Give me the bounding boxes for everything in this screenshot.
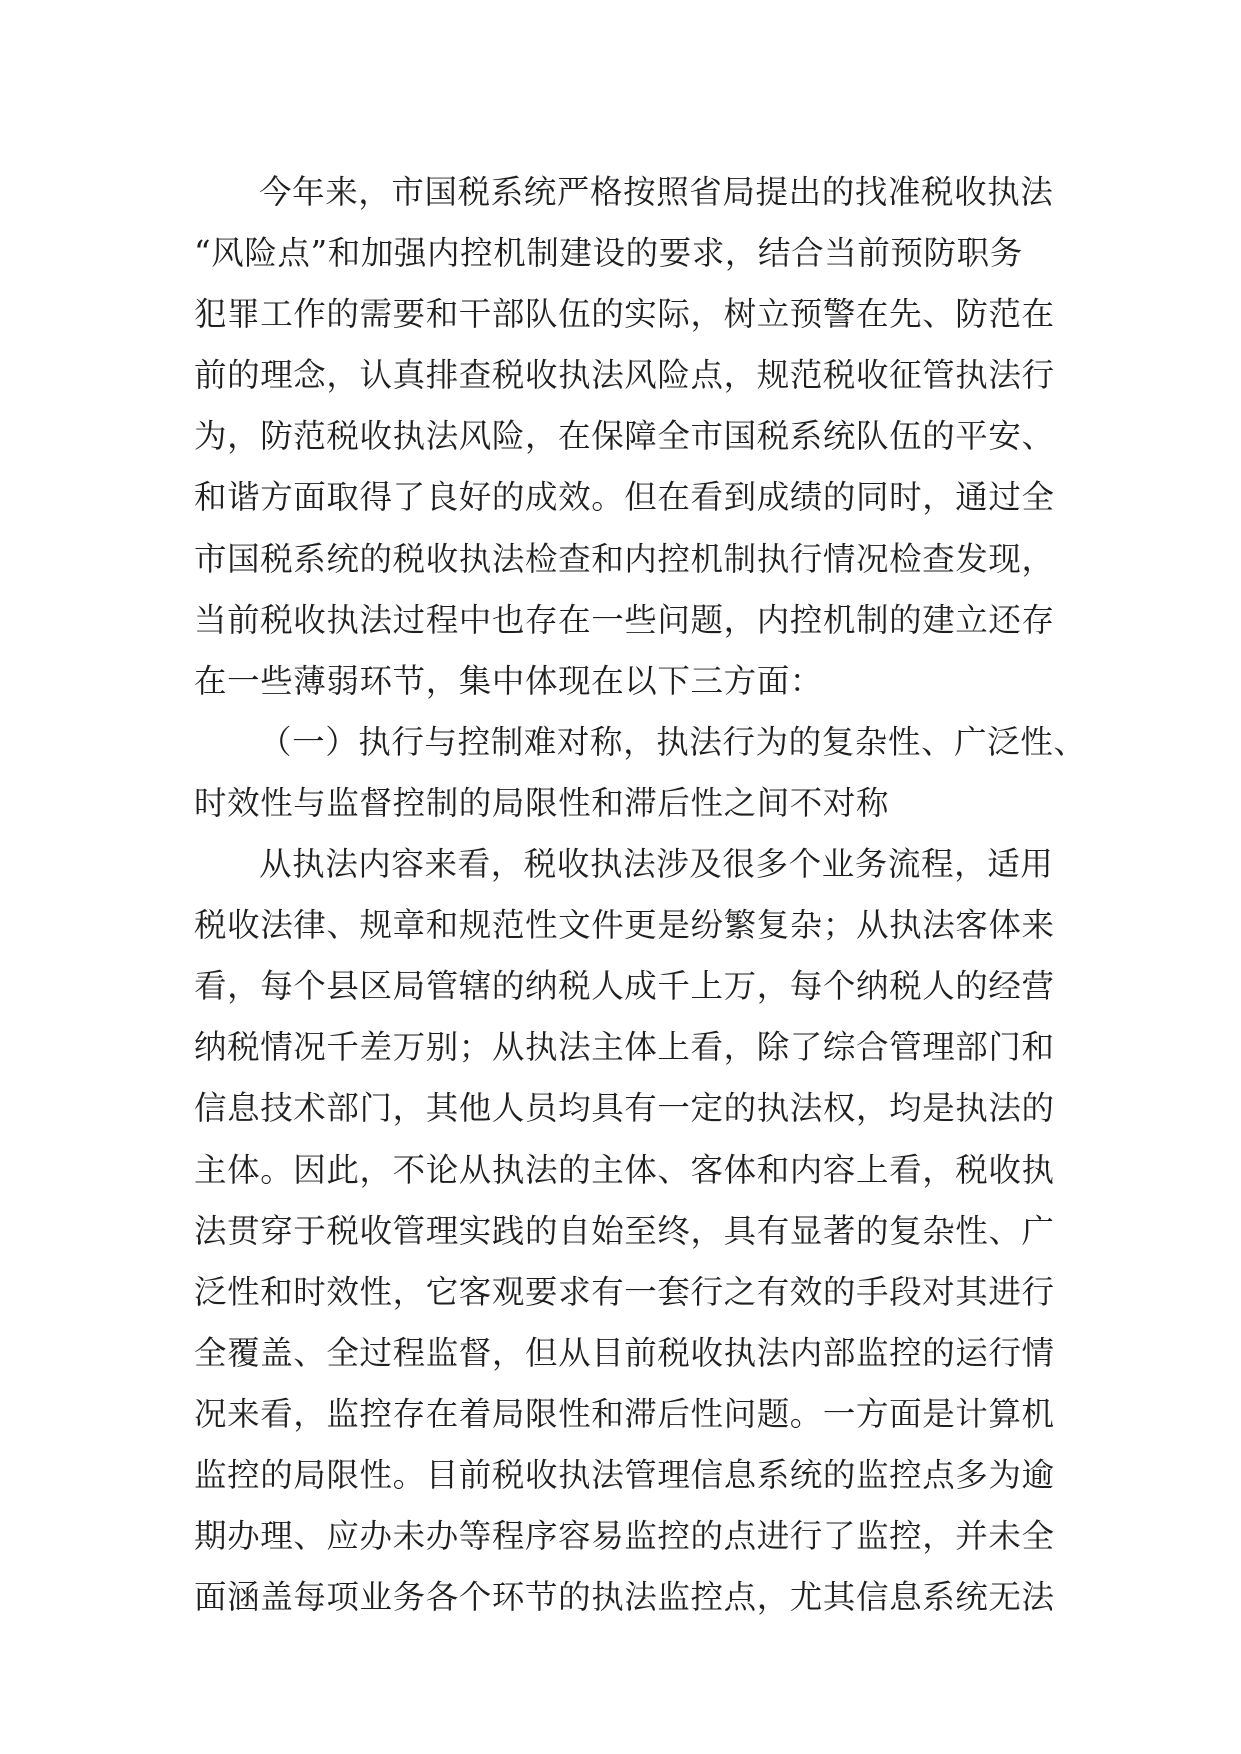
text-line: 期办理、应办未办等程序容易监控的点进行了监控，并未全	[194, 1517, 1055, 1556]
text-line: 为，防范税收执法风险，在保障全市国税系统队伍的平安、	[194, 417, 1055, 456]
text-line: 看，每个县区局管辖的纳税人成千上万，每个纳税人的经营	[194, 967, 1055, 1006]
heading-line: （一）执行与控制难对称，执法行为的复杂性、广泛性、	[259, 722, 1087, 761]
text-line: 今年来，市国税系统严格按照省局提出的找准税收执法	[259, 173, 1054, 211]
text-line: 从执法内容来看，税收执法涉及很多个业务流程，适用	[259, 845, 1054, 884]
text-line: 主体。因此，不论从执法的主体、客体和内容上看，税收执	[194, 1150, 1055, 1189]
paragraph-intro	[194, 162, 1054, 712]
text-line: 信息技术部门，其他人员均具有一定的执法权，均是执法的	[194, 1089, 1055, 1128]
text-line: 况来看，监控存在着局限性和滞后性问题。一方面是计算机	[194, 1394, 1055, 1433]
paragraph-body	[194, 834, 1054, 1628]
text-line: 前的理念，认真排查税收执法风险点，规范税收征管执法行	[194, 356, 1055, 395]
section-heading	[194, 712, 1087, 834]
text-line: 当前税收执法过程中也存在一些问题，内控机制的建立还存	[194, 600, 1055, 639]
heading-line: 时效性与监督控制的局限性和滞后性之间不对称	[194, 783, 890, 822]
text-line: 和谐方面取得了良好的成效。但在看到成绩的同时，通过全	[194, 478, 1055, 517]
text-line: “风险点”和加强内控机制建设的要求，结合当前预防职务	[194, 234, 1023, 273]
text-line: 在一些薄弱环节，集中体现在以下三方面：	[194, 661, 823, 700]
text-line: 面涵盖每项业务各个环节的执法监控点，尤其信息系统无法	[194, 1578, 1055, 1617]
text-line: 法贯穿于税收管理实践的自始至终，具有显著的复杂性、广	[194, 1211, 1055, 1250]
text-line: 泛性和时效性，它客观要求有一套行之有效的手段对其进行	[194, 1272, 1055, 1311]
text-line: 犯罪工作的需要和干部队伍的实际，树立预警在先、防范在	[194, 295, 1055, 334]
document-body	[194, 162, 1087, 1628]
text-line: 监控的局限性。目前税收执法管理信息系统的监控点多为逾	[194, 1455, 1055, 1494]
text-line: 市国税系统的税收执法检查和内控机制执行情况检查发现，	[194, 539, 1055, 578]
text-line: 纳税情况千差万别；从执法主体上看，除了综合管理部门和	[194, 1028, 1055, 1067]
text-line: 全覆盖、全过程监督，但从目前税收执法内部监控的运行情	[194, 1333, 1055, 1372]
text-line: 税收法律、规章和规范性文件更是纷繁复杂；从执法客体来	[194, 906, 1055, 945]
